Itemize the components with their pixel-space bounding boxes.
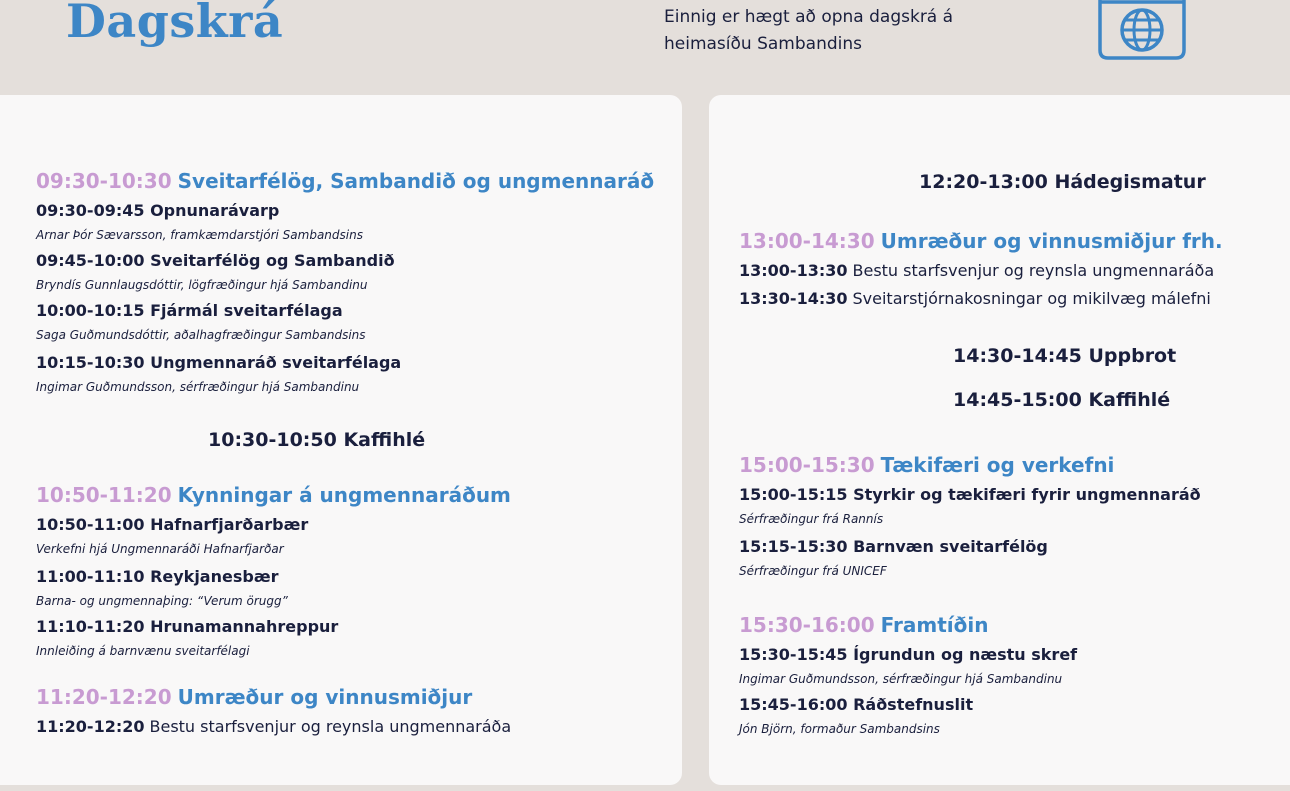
schedule-line: [739, 261, 1214, 280]
session-speaker: Sérfræðingur frá UNICEF: [739, 564, 887, 578]
line-time: 13:00-13:30: [739, 261, 848, 280]
line-text: Sveitarstjórnakosningar og mikilvæg málefni: [852, 289, 1211, 308]
session-title: 09:45-10:00 Sveitarfélög og Sambandið: [36, 251, 395, 270]
line-time: 13:30-14:30: [739, 289, 848, 308]
line-time: 11:20-12:20: [36, 717, 145, 736]
line-text: Bestu starfsvenjur og reynsla ungmennaráða: [852, 261, 1215, 280]
website-note-line2: heimasíðu Sambandins: [664, 34, 862, 54]
session-speaker: Barna- og ungmennaþing: “Verum örugg”: [36, 594, 288, 608]
session-title: 15:00-15:15 Styrkir og tækifæri fyrir ungmennaráð: [739, 485, 1201, 504]
section-time: 11:20-12:20: [36, 685, 172, 709]
website-note-line1: Einnig er hægt að opna dagskrá á: [664, 7, 954, 27]
session-speaker: Saga Guðmundsdóttir, aðalhagfræðingur Sambandsins: [36, 328, 366, 342]
schedule-line: [36, 717, 511, 736]
line-text: Bestu starfsvenjur og reynsla ungmennaráða: [149, 717, 512, 736]
session-speaker: Ingimar Guðmundsson, sérfræðingur hjá Sambandinu: [739, 672, 1063, 686]
section-heading: [739, 453, 1114, 477]
section-time: 10:50-11:20: [36, 483, 172, 507]
section-heading: [36, 483, 511, 507]
page-title: Dagskrá: [66, 0, 284, 48]
session-title: 15:15-15:30 Barnvæn sveitarfélög: [739, 537, 1048, 556]
section-title: Kynningar á ungmennaráðum: [177, 483, 511, 507]
section-title: Umræður og vinnusmiðjur frh.: [880, 229, 1223, 253]
globe-icon: [1094, 0, 1186, 66]
section-time: 13:00-14:30: [739, 229, 875, 253]
section-title: Tækifæri og verkefni: [880, 453, 1115, 477]
session-speaker: Innleiðing á barnvænu sveitarfélagi: [36, 644, 250, 658]
section-heading: [739, 613, 988, 637]
section-heading: [739, 229, 1223, 253]
schedule-panel-right: [709, 95, 1290, 785]
section-time: 15:30-16:00: [739, 613, 875, 637]
session-speaker: Jón Björn, formaður Sambandsins: [739, 722, 940, 736]
section-title: Umræður og vinnusmiðjur: [177, 685, 473, 709]
session-title: 15:30-15:45 Ígrundun og næstu skref: [739, 645, 1078, 664]
schedule-line: [739, 289, 1211, 308]
session-title: 10:15-10:30 Ungmennaráð sveitarfélaga: [36, 353, 402, 372]
schedule-panel-left: [0, 95, 682, 785]
session-speaker: Bryndís Gunnlaugsdóttir, lögfræðingur hjá Sambandinu: [36, 278, 368, 292]
session-title: 10:50-11:00 Hafnarfjarðarbær: [36, 515, 309, 534]
section-time: 09:30-10:30: [36, 169, 172, 193]
break-uppbrot: 14:30-14:45 Uppbrot: [953, 345, 1177, 367]
session-title: 09:30-09:45 Opnunarávarp: [36, 201, 280, 220]
website-note: [664, 4, 953, 58]
session-title: 11:10-11:20 Hrunamannahreppur: [36, 617, 339, 636]
coffee-break: 10:30-10:50 Kaffihlé: [208, 429, 426, 451]
coffee-break: 14:45-15:00 Kaffihlé: [953, 389, 1171, 411]
session-speaker: Ingimar Guðmundsson, sérfræðingur hjá Sambandinu: [36, 380, 360, 394]
section-title: Sveitarfélög, Sambandið og ungmennaráð: [177, 169, 655, 193]
session-title: 15:45-16:00 Ráðstefnuslit: [739, 695, 974, 714]
session-speaker: Verkefni hjá Ungmennaráði Hafnarfjarðar: [36, 542, 284, 556]
session-speaker: Arnar Þór Sævarsson, framkæmdarstjóri Sambandsins: [36, 228, 363, 242]
section-heading: [36, 685, 472, 709]
session-title: 11:00-11:10 Reykjanesbær: [36, 567, 279, 586]
section-heading: [36, 169, 654, 193]
section-time: 15:00-15:30: [739, 453, 875, 477]
lunch-break: 12:20-13:00 Hádegismatur: [919, 171, 1206, 193]
session-speaker: Sérfræðingur frá Rannís: [739, 512, 884, 526]
section-title: Framtíðin: [880, 613, 989, 637]
session-title: 10:00-10:15 Fjármál sveitarfélaga: [36, 301, 343, 320]
